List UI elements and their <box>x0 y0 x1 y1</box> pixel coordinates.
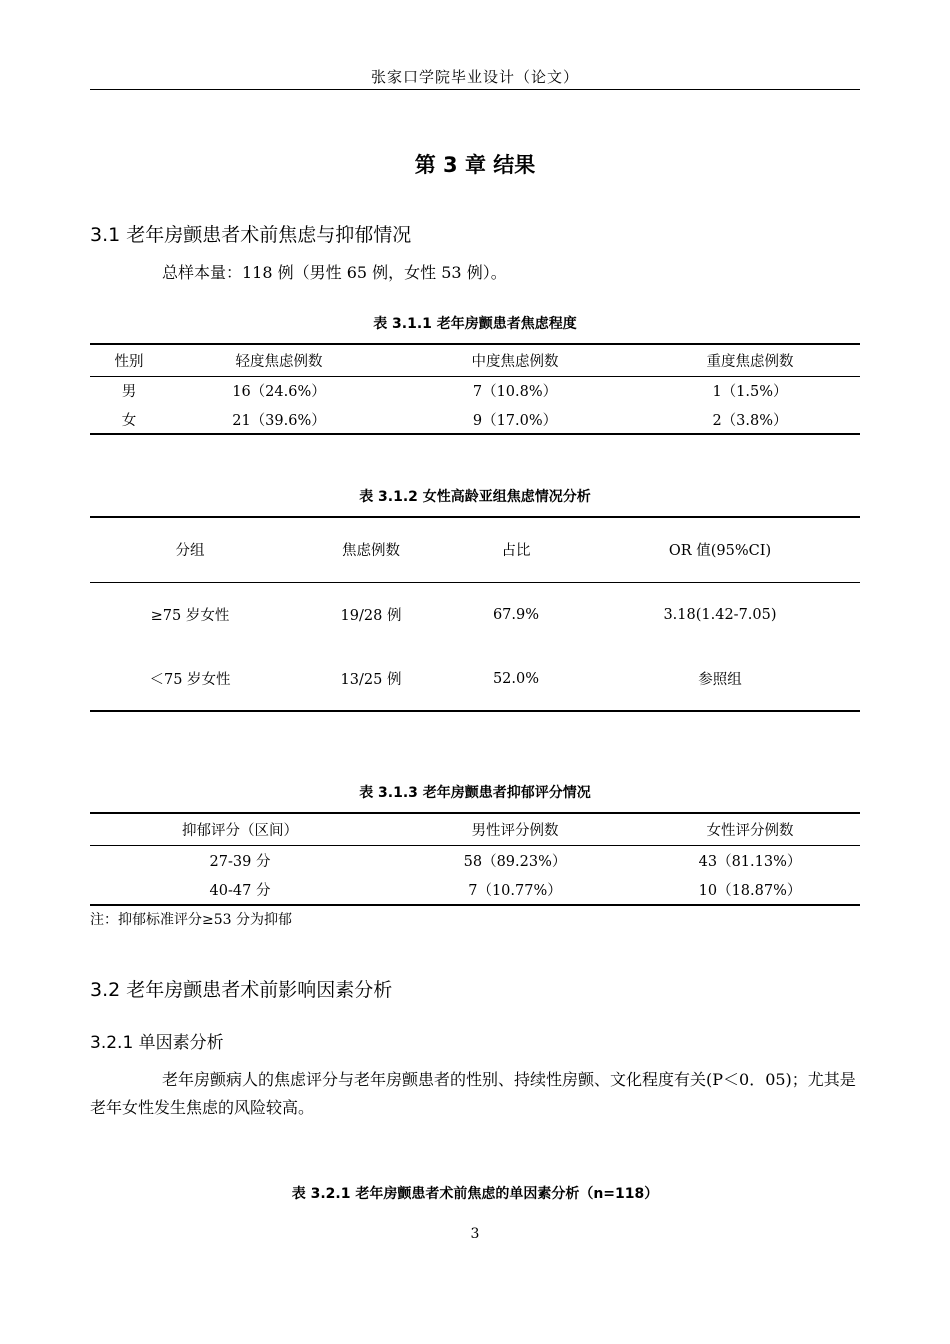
table-cell: 67.9% <box>492 606 540 623</box>
table-cell: 参照组 <box>698 672 742 688</box>
column-header: 重度焦虑例数 <box>706 353 794 370</box>
chapter-title: 第 3 章 结果 <box>414 153 536 177</box>
table-cell: 10（18.87%） <box>698 883 802 899</box>
table-row <box>90 845 860 875</box>
column-header: 性别 <box>114 353 144 370</box>
table-cell: 16（24.6%） <box>232 384 326 401</box>
table-3-1-3-caption: 表 3.1.3 老年房颤患者抑郁评分情况 <box>359 785 591 801</box>
table-3-1-1-caption: 表 3.1.1 老年房颤患者焦虑程度 <box>373 316 577 332</box>
section-heading-3-1: 3.1 老年房颤患者术前焦虑与抑郁情况 <box>90 224 412 246</box>
page-header: 张家口学院毕业设计（论文） <box>370 68 579 86</box>
header-rule <box>90 89 860 90</box>
table-row <box>90 376 860 405</box>
table-3-1-2-caption: 表 3.1.2 女性高龄亚组焦虑情况分析 <box>359 489 591 505</box>
body-paragraph: 老年房颤病人的焦虑评分与老年房颤患者的性别、持续性房颤、文化程度有关(P＜0．05)；尤其是老年女性发生焦虑的风险较高。 <box>90 1070 856 1117</box>
table-cell: 2（3.8%） <box>712 412 788 429</box>
table-header-row <box>90 517 860 582</box>
table-note: 注：抑郁标准评分≥53 分为抑郁 <box>90 912 292 928</box>
table-cell: ≥75 岁女性 <box>150 608 230 625</box>
female-age-subgroup-table <box>90 516 860 712</box>
table-cell: 9（17.0%） <box>472 412 558 429</box>
table-cell: ＜75 岁女性 <box>149 672 231 688</box>
column-header: 中度焦虑例数 <box>471 353 559 370</box>
table-3-2-1-caption: 表 3.2.1 老年房颤患者术前焦虑的单因素分析（n=118） <box>291 1186 659 1202</box>
table-cell: 52.0% <box>492 670 540 687</box>
table-row <box>90 875 860 905</box>
column-header: OR 值(95%CI) <box>668 543 772 560</box>
table-cell: 27-39 分 <box>209 853 271 870</box>
table-cell: 40-47 分 <box>209 883 271 899</box>
column-header: 分组 <box>175 543 205 560</box>
table-cell: 女 <box>121 412 137 429</box>
table-cell: 43（81.13%） <box>698 853 802 870</box>
column-header: 焦虑例数 <box>342 543 400 560</box>
table-cell: 男 <box>121 384 137 401</box>
depression-score-table <box>90 812 860 906</box>
table-cell: 3.18(1.42-7.05) <box>663 606 777 623</box>
table-cell: 19/28 例 <box>340 608 402 625</box>
column-header: 抑郁评分（区间） <box>182 822 298 839</box>
table-row <box>90 405 860 434</box>
table-cell: 13/25 例 <box>340 672 402 688</box>
column-header: 占比 <box>501 543 531 560</box>
table-header-row <box>90 813 860 845</box>
table-cell: 58（89.23%） <box>463 853 567 870</box>
table-cell: 1（1.5%） <box>712 384 788 401</box>
column-header: 女性评分例数 <box>706 822 794 839</box>
table-cell: 21（39.6%） <box>232 412 326 429</box>
sample-size-text: 总样本量：118 例（男性 65 例，女性 53 例）。 <box>162 263 507 282</box>
table-cell: 7（10.77%） <box>468 883 562 899</box>
section-heading-3-2: 3.2 老年房颤患者术前影响因素分析 <box>90 979 393 1001</box>
table-cell: 7（10.8%） <box>472 384 558 401</box>
column-header: 轻度焦虑例数 <box>235 353 323 370</box>
table-header-row <box>90 344 860 376</box>
table-row <box>90 647 860 711</box>
column-header: 男性评分例数 <box>471 822 559 839</box>
subsection-heading-3-2-1: 3.2.1 单因素分析 <box>90 1033 224 1053</box>
anxiety-level-table <box>90 343 860 435</box>
table-row <box>90 582 860 647</box>
page-number: 3 <box>470 1226 480 1242</box>
